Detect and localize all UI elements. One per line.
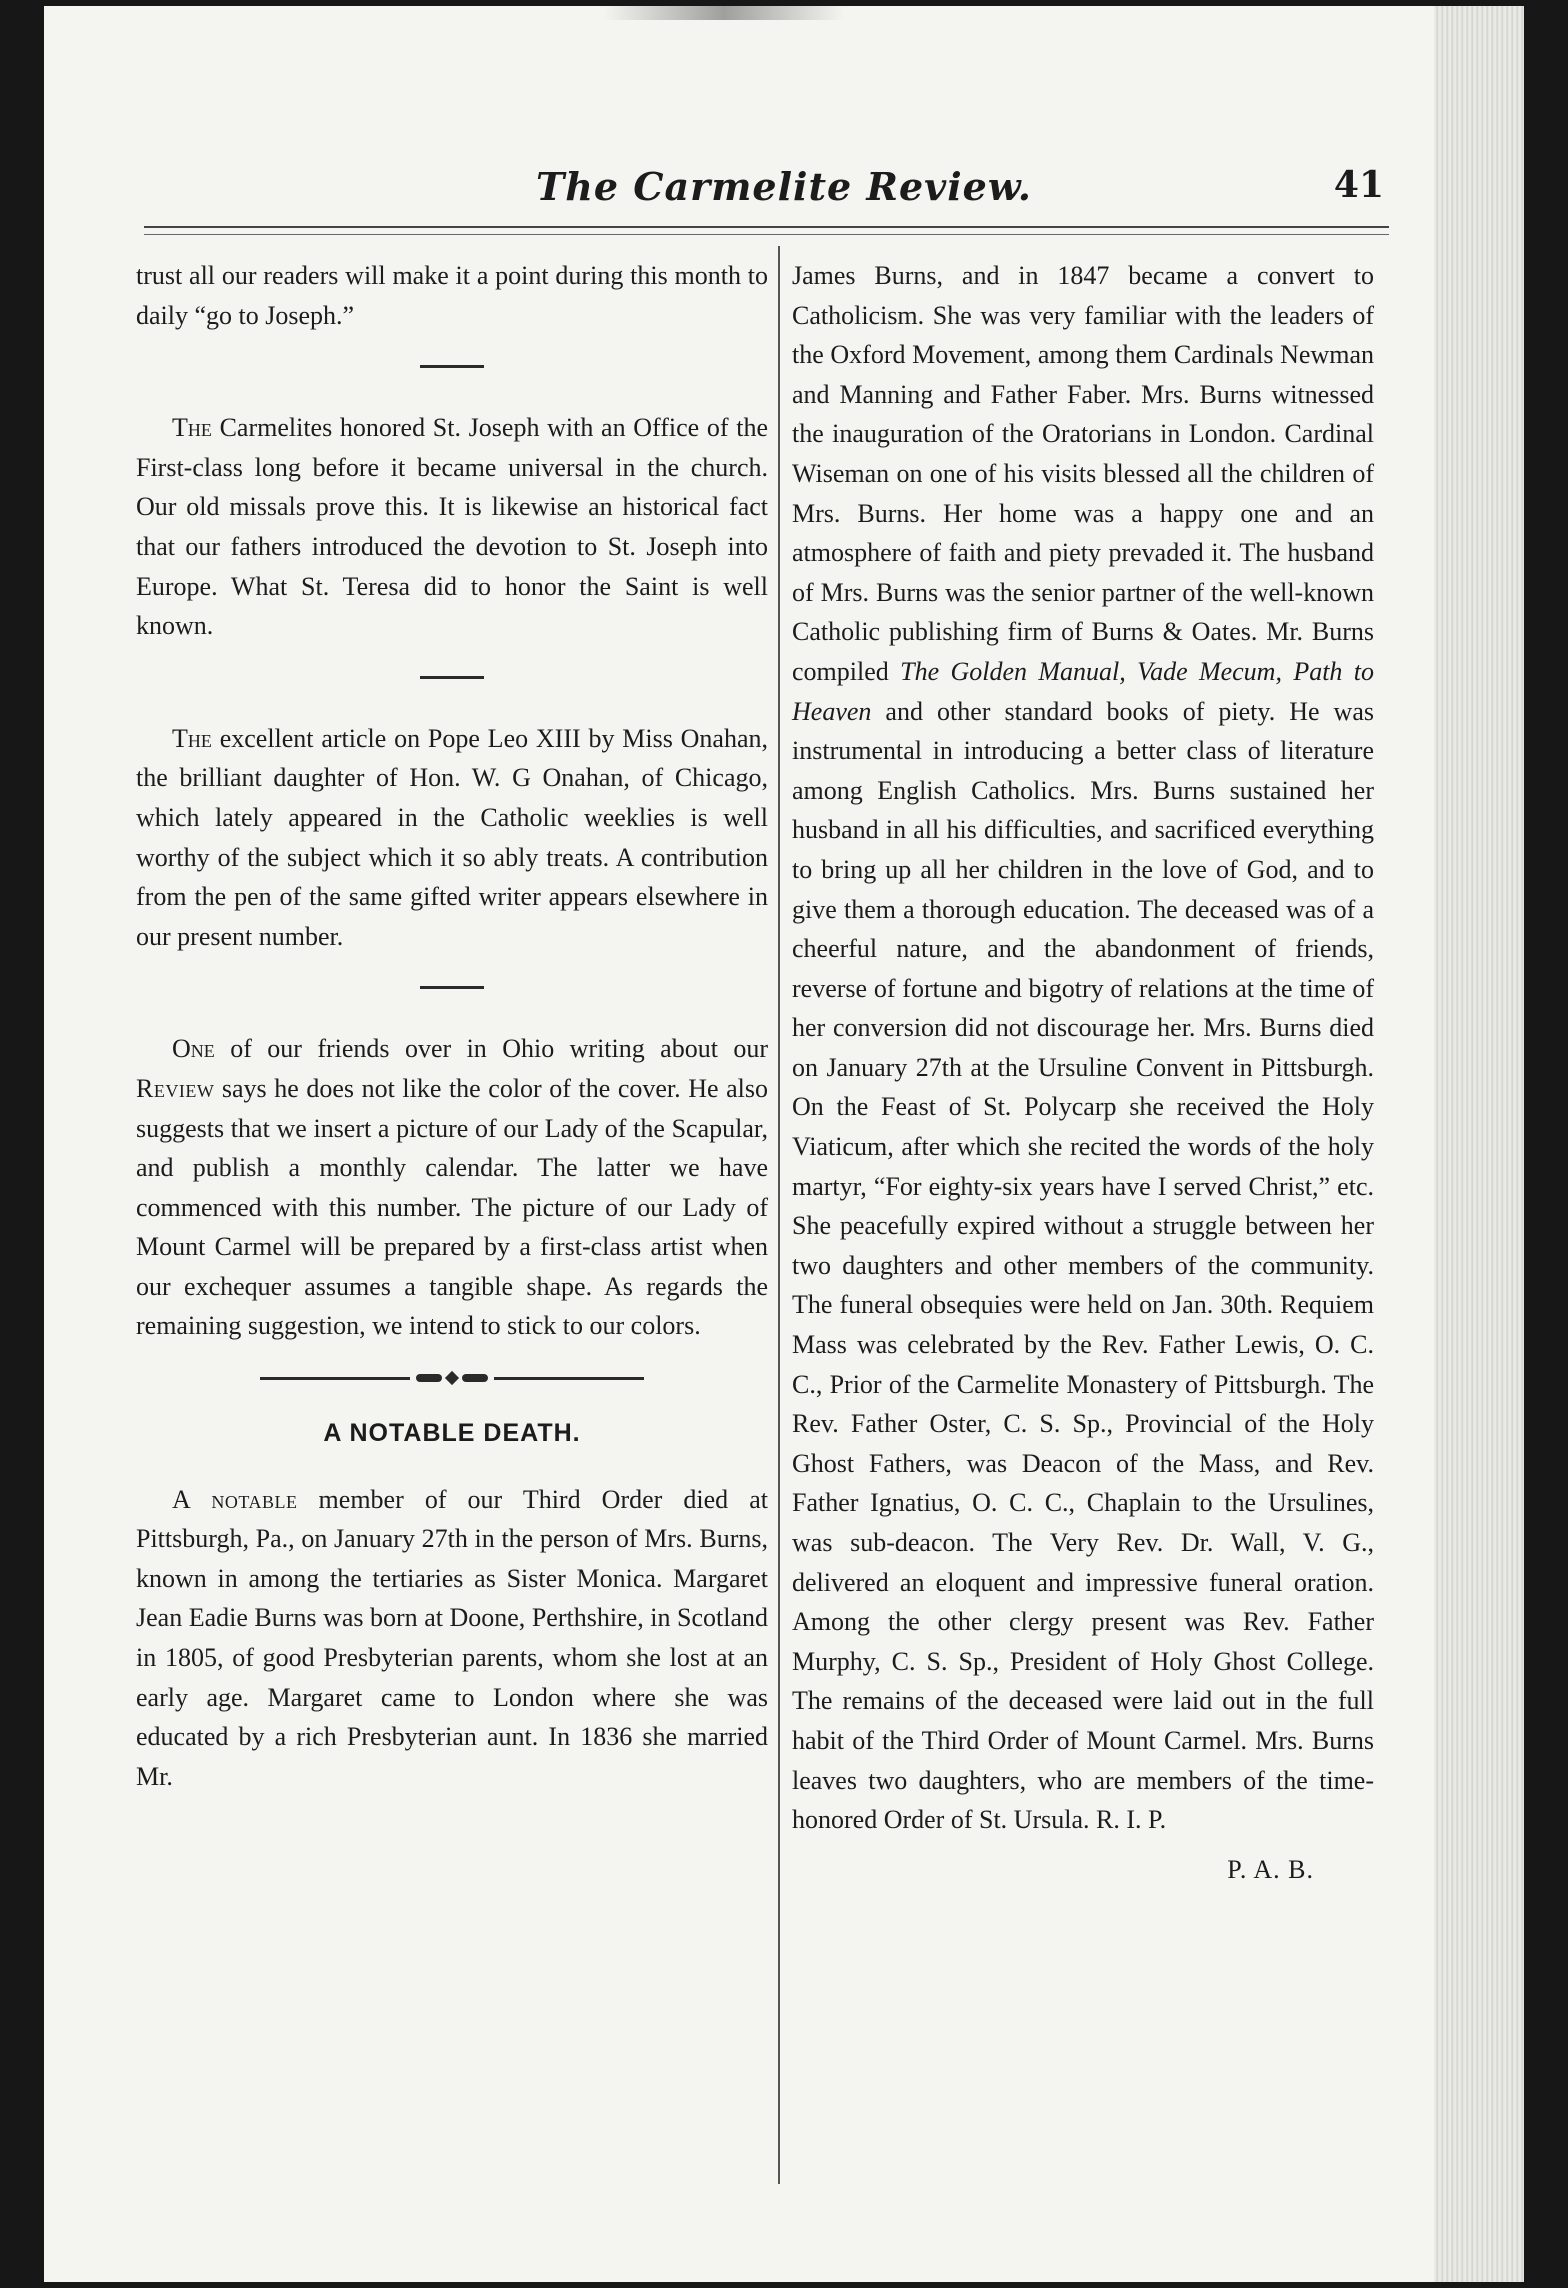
separator-rule xyxy=(420,365,484,368)
column-divider xyxy=(778,246,780,2184)
book-page xyxy=(44,6,1524,2282)
paragraph-friends-ohio: One of our friends over in Ohio writing about our Review says he does not like the color of the cover. He also suggests that we insert a picture of our Lady of the Scapular, and publish a monthly calendar. The latter we have commenced with this number. The picture of our Lady of Mount Carmel will be prepared by a first-class artist when our exchequer assumes a tangible shape. As regards the remaining suggestion, we intend to stick to our colors. xyxy=(136,1034,768,1341)
section-title: A NOTABLE DEATH. xyxy=(323,1419,581,1448)
book-title: Vade Mecum, xyxy=(1137,656,1282,686)
paragraph-burns-continued: James Burns, and in 1847 became a convert to Catholicism. She was very familiar with the leaders of the Oxford Movement, among them Cardinals Newman and Manning and Father Faber. Mrs. Burns witnessed the inauguration of the Oratorians in London. Cardinal Wiseman on one of his visits blessed all the children of Mrs. Burns. Her home was a happy one and an atmosphere of faith and piety prevaded it. The husband of Mrs. Burns was the senior partner of the well-known Catholic publishing firm of Burns & Oates. Mr. Burns compiled The Golden Manual, Vade Mecum, Path to Heaven and other standard books of piety. He was instrumental in introducing a better class of literature among English Catholics. Mrs. Burns sustained her husband in all his difficulties, and sacrificed everything to bring up all her children in the love of God, and to give them a thorough education. The deceased was of a cheerful nature, and the abandonment of friends, reverse of fortune and bigotry of relations at the time of her conversion did not discourage her. Mrs. Burns died on January 27th at the Ursuline Convent in Pittsburgh. On the Feast of St. Polycarp she received the Holy Viaticum, after which she recited the words of the holy martyr, “For eighty-six years have I served Christ,” etc. She peacefully expired without a struggle between her two daughters and other members of the community. The funeral obsequies were held on Jan. 30th. Requiem Mass was celebrated by the Rev. Father Lewis, O. C. C., Prior of the Carmelite Monastery of Pittsburgh. The Rev. Father Oster, C. S. Sp., Provincial of the Holy Ghost Fathers, was Deacon of the Mass, and Rev. Father Ignatius, O. C. C., Chaplain to the Ursulines, was sub-deacon. The Very Rev. Dr. Wall, V. G., delivered an eloquent and impressive funeral oration. Among the other clergy present was Rev. Father Murphy, C. S. Sp., President of Holy Ghost College. The remains of the deceased were laid out in the full habit of the Third Order of Mount Carmel. Mrs. Burns leaves two daughters, who are members of the time-honored Order of St. Ursula. R. I. P. xyxy=(792,261,1374,1835)
paragraph-continued: trust all our readers will make it a point during this month to daily “go to Joseph.” xyxy=(136,261,768,330)
header-rule xyxy=(144,226,1389,235)
paragraph-article: The excellent article on Pope Leo XIII by Miss Onahan, the brilliant daughter of Hon. W. G Onahan, of Chicago, which lately appeared in the Catholic weeklies is well worthy of the subject which it so ably treats. A contribution from the pen of the same gifted writer appears elsewhere in our present number. xyxy=(136,723,768,951)
book-title: Path to Heaven xyxy=(792,656,1374,726)
page-number: 41 xyxy=(1333,164,1384,206)
lead-word: The xyxy=(172,413,212,443)
paragraph-carmelites: The Carmelites honored St. Joseph with an Office of the First-class long before it became universal in the church. Our old missals prove this. It is likewise an historical fact that our fathers introduced the devotion to St. Joseph into Europe. What St. Teresa did to honor the Saint is well known. xyxy=(136,413,768,641)
running-title: The Carmelite Review. xyxy=(536,164,1032,209)
book-title: The Golden Manual, xyxy=(900,656,1126,686)
right-column xyxy=(792,256,1374,1889)
lead-word: The xyxy=(172,723,212,753)
page-stack-edge xyxy=(1434,6,1524,2282)
scan-shadow xyxy=(604,6,844,20)
separator-rule xyxy=(420,986,484,989)
left-column xyxy=(136,256,768,1796)
ornamental-divider xyxy=(136,1368,768,1388)
review-name: Review xyxy=(136,1073,215,1103)
lead-word: A notable xyxy=(172,1484,298,1514)
paragraph-notable-death: A notable member of our Third Order died at Pittsburgh, Pa., on January 27th in the person of Mrs. Burns, known in among the tertiaries as Sister Monica. Margaret Jean Eadie Burns was born at Doone, Perthshire, in Scotland in 1805, of good Presbyterian parents, whom she lost at an early age. Margaret came to London where she was educated by a rich Presbyterian aunt. In 1836 she married Mr. xyxy=(136,1484,768,1791)
separator-rule xyxy=(420,676,484,679)
running-header xyxy=(144,156,1384,226)
lead-word: One xyxy=(172,1034,215,1064)
signature: P. A. B. xyxy=(1227,1854,1314,1884)
